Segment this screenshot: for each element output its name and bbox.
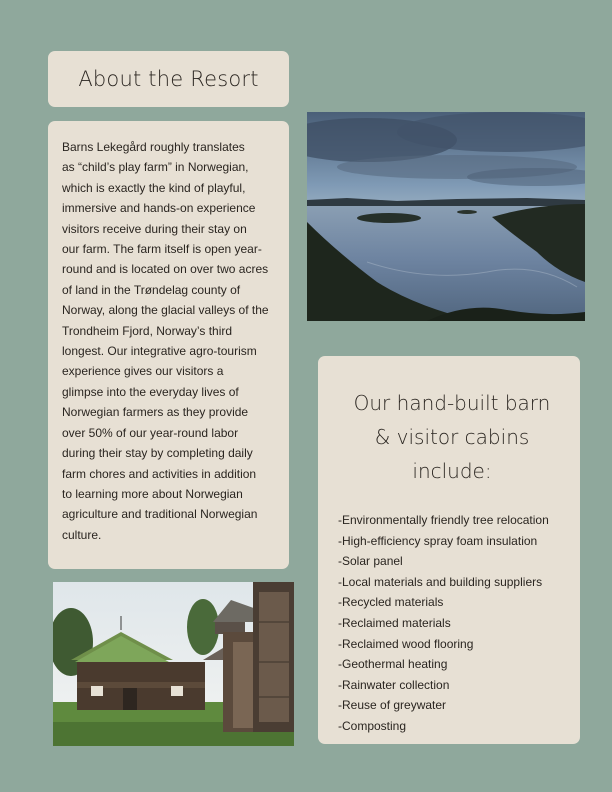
features-heading (338, 386, 566, 488)
features-card (318, 356, 580, 744)
features-heading-line: & visitor cabins include: (374, 425, 530, 483)
about-line: Norway, along the glacial valleys of the (62, 303, 269, 318)
about-line: to learning more about Norwegian (62, 486, 243, 501)
list-item: -Local materials and building suppliers (338, 574, 543, 589)
about-line: of land in the Trøndelag county of (62, 282, 241, 297)
about-line: during their stay by completing daily (62, 446, 253, 461)
features-list (338, 510, 566, 737)
list-item: -Reclaimed wood flooring (338, 636, 474, 651)
fjord-photo (307, 112, 585, 321)
about-text-card (48, 121, 289, 569)
list-item: -Recycled materials (338, 595, 444, 610)
about-line: immersive and hands-on experience (62, 201, 256, 216)
about-line: which is exactly the kind of playful, (62, 180, 246, 195)
about-line: experience gives our visitors a (62, 364, 224, 379)
list-item: -Reclaimed materials (338, 615, 451, 630)
page-title: About the Resort (78, 67, 259, 91)
about-paragraph (62, 137, 279, 545)
list-item: -Solar panel (338, 554, 403, 569)
about-line: Trondheim Fjord, Norway’s third (62, 323, 233, 338)
list-item: -Environmentally friendly tree relocation (338, 513, 549, 527)
list-item: -High-efficiency spray foam insulation (338, 533, 538, 548)
about-line: Barns Lekegård roughly translates (62, 140, 245, 154)
about-line: longest. Our integrative agro-tourism (62, 344, 257, 359)
features-heading-line: Our hand-built barn (353, 391, 551, 415)
about-line: glimpse into the everyday lives of (62, 384, 239, 399)
about-line: visitors receive during their stay on (62, 221, 247, 236)
list-item: -Geothermal heating (338, 657, 448, 672)
about-line: our farm. The farm itself is open year- (62, 242, 262, 257)
about-line: agriculture and traditional Norwegian (62, 507, 258, 522)
about-line: over 50% of our year-round labor (62, 425, 239, 440)
about-line: Norwegian farmers as they provide (62, 405, 249, 420)
about-line: farm chores and activities in addition (62, 466, 257, 481)
about-line: as “child’s play farm” in Norwegian, (62, 160, 249, 175)
list-item: -Reuse of greywater (338, 698, 447, 713)
list-item: -Composting (338, 718, 407, 733)
barn-photo (53, 582, 294, 746)
about-line: culture. (62, 527, 102, 542)
about-line: round and is located on over two acres (62, 262, 269, 277)
list-item: -Rainwater collection (338, 677, 450, 692)
title-card (48, 51, 289, 107)
